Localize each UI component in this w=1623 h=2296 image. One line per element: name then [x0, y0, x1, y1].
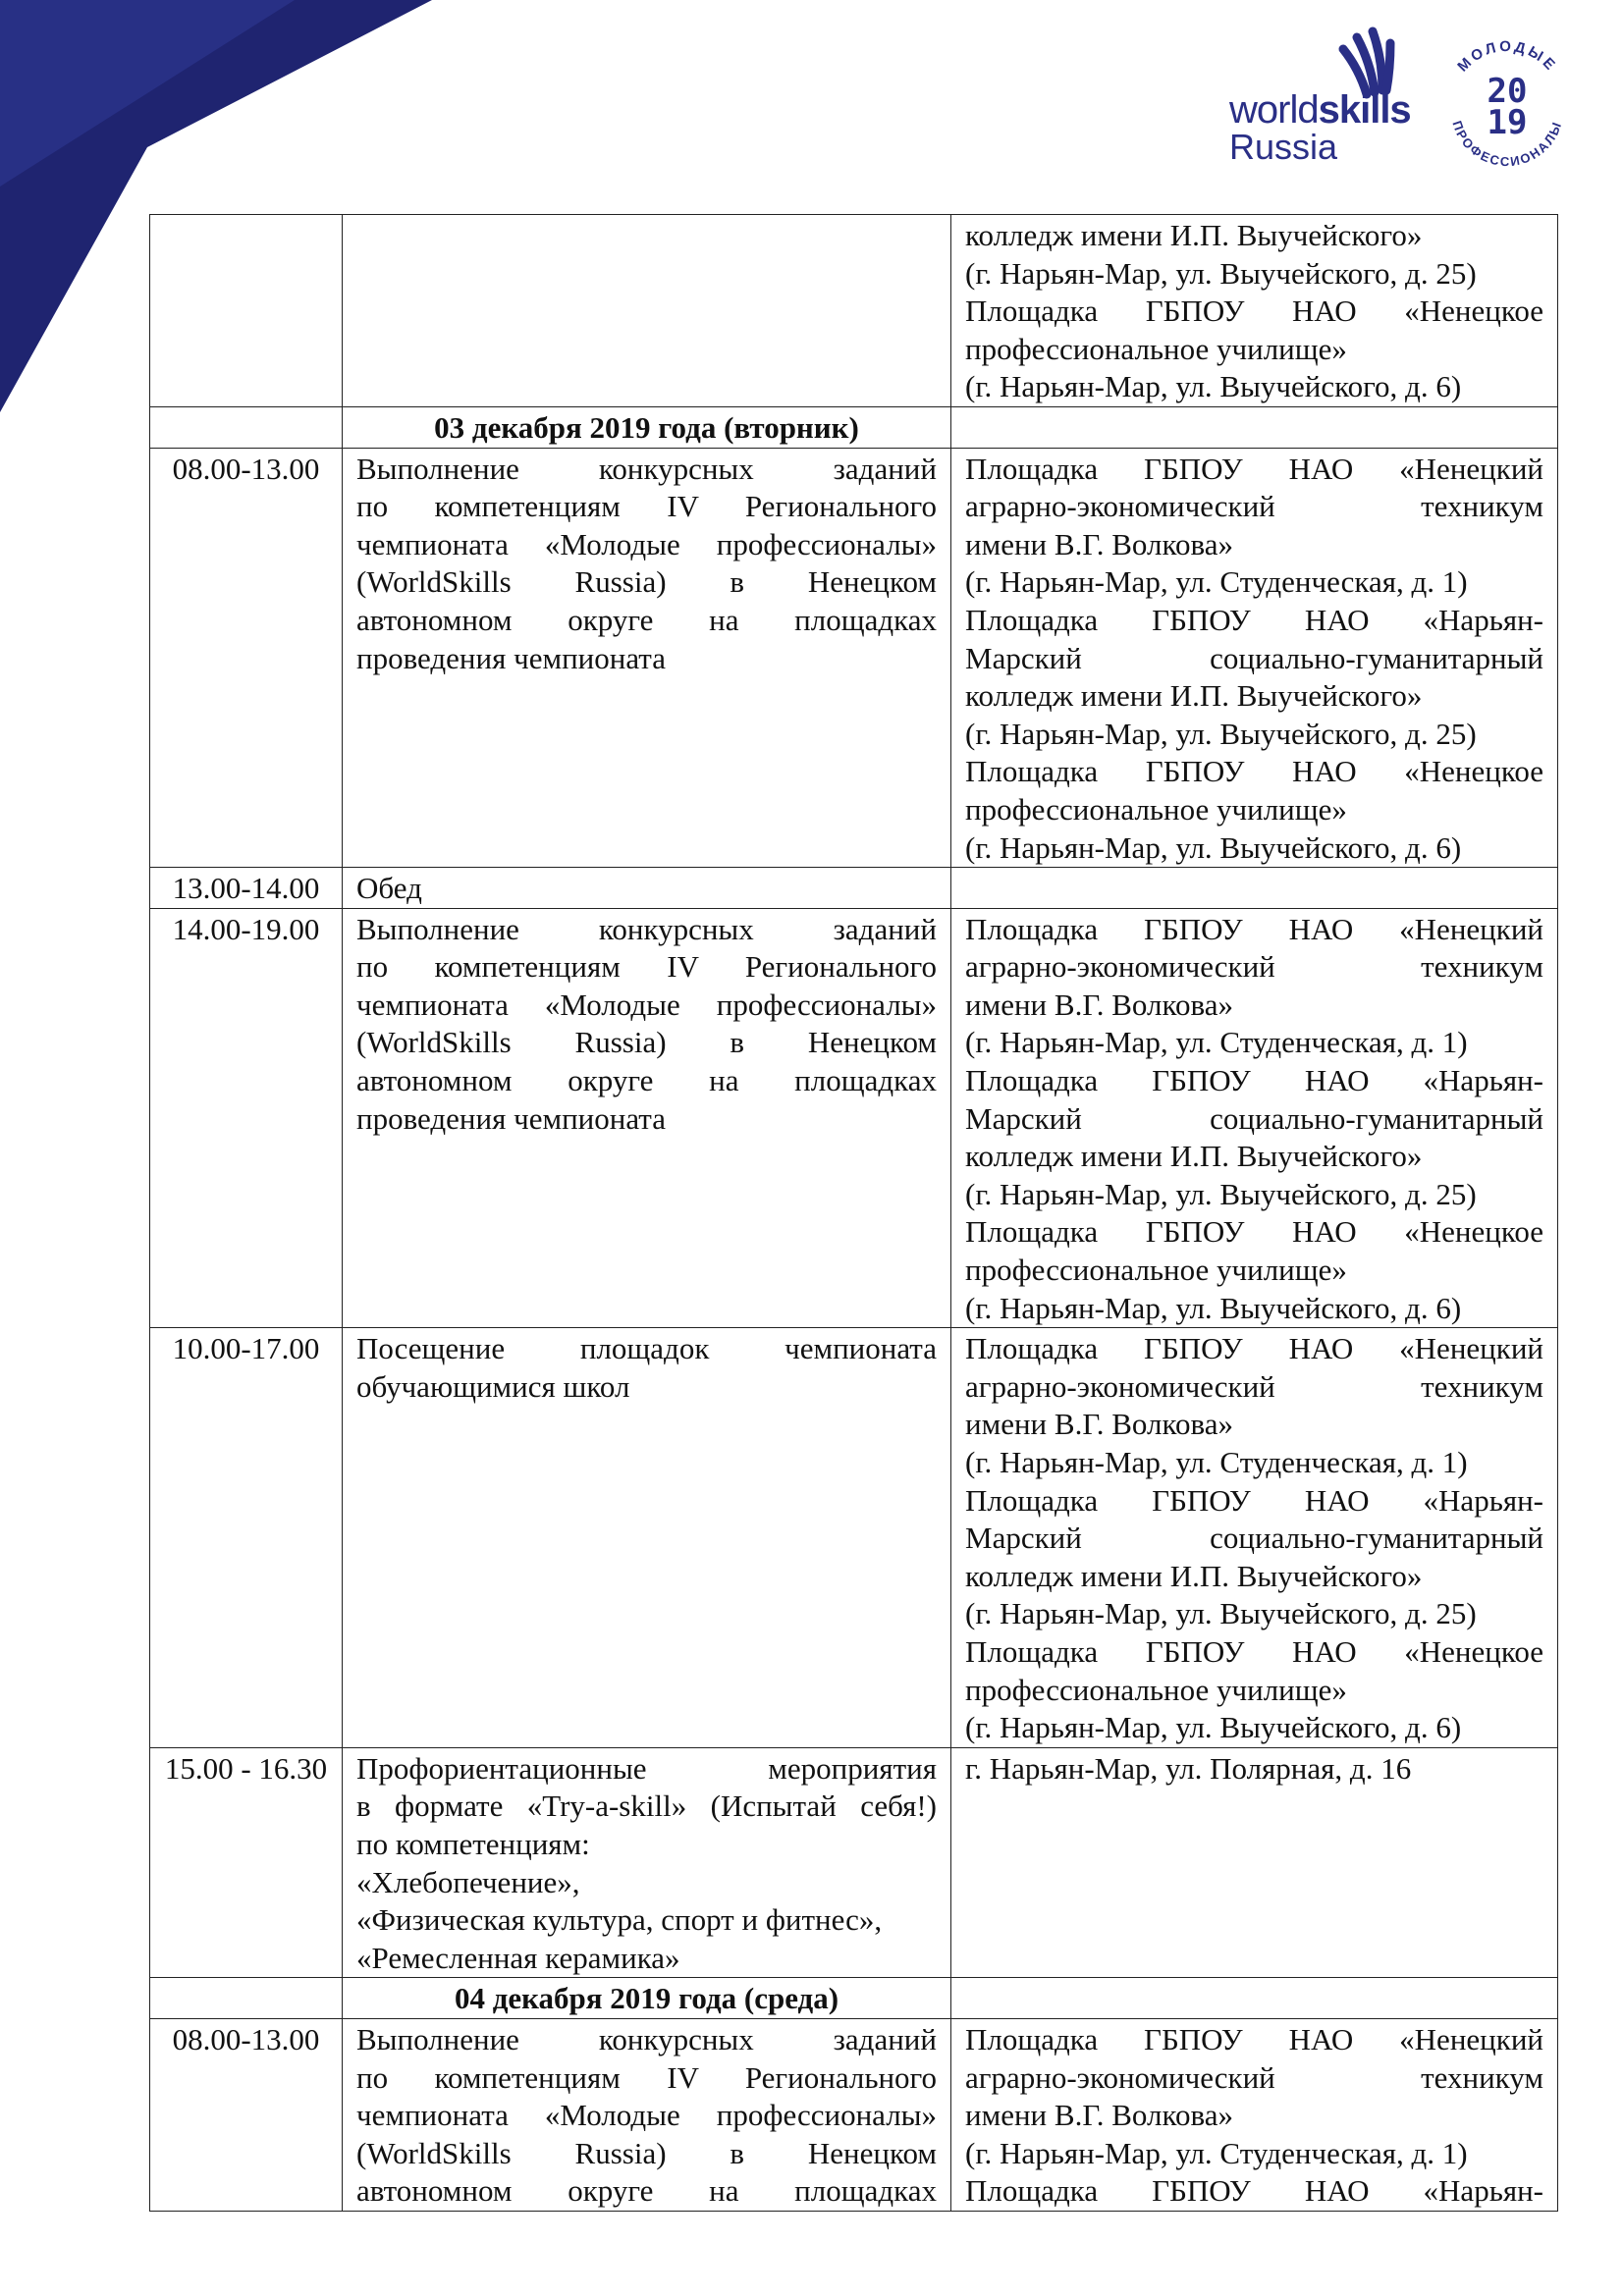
place-line: (г. Нарьян-Мар, ул. Студенческая, д. 1): [965, 2135, 1468, 2170]
table-row: [150, 448, 1558, 868]
event-cell: [343, 1328, 951, 1748]
place-line: (г. Нарьян-Мар, ул. Студенческая, д. 1): [965, 1025, 1468, 1060]
place-line: Площадка ГБПОУ НАО «Нарьян-: [965, 602, 1543, 637]
time-cell: [150, 215, 343, 407]
place-line: профессиональное училище»: [965, 331, 1347, 366]
event-cell: [343, 215, 951, 407]
place-cell: [951, 1328, 1558, 1748]
place-line: профессиональное училище»: [965, 791, 1347, 827]
svg-text:19: 19: [1487, 103, 1528, 142]
day-header-row: [150, 1978, 1558, 2019]
place-line: имени В.Г. Волкова»: [965, 987, 1233, 1022]
place-line: (г. Нарьян-Мар, ул. Выучейского, д. 6): [965, 1290, 1462, 1325]
place-line: колледж имени И.П. Выучейского»: [965, 1558, 1423, 1593]
event-line: Посещение площадок чемпионата: [356, 1331, 937, 1366]
table-row: [150, 908, 1558, 1328]
svg-text:20: 20: [1487, 72, 1528, 111]
day-heading: 04 декабря 2019 года (среда): [343, 1978, 951, 2019]
place-cell: [951, 406, 1558, 448]
place-line: (г. Нарьян-Мар, ул. Выучейского, д. 6): [965, 369, 1462, 404]
time-cell: [150, 406, 343, 448]
place-line: Площадка ГБПОУ НАО «Ненецкий: [965, 911, 1543, 946]
place-cell: [951, 1747, 1558, 1978]
place-line: Площадка ГБПОУ НАО «Ненецкий: [965, 1331, 1543, 1366]
table-row: [150, 1747, 1558, 1978]
event-line: Выполнение конкурсных заданий: [356, 451, 937, 486]
schedule-table: [149, 214, 1558, 2212]
event-line: Выполнение конкурсных заданий: [356, 911, 937, 946]
place-line: Площадка ГБПОУ НАО «Нарьян-: [965, 2173, 1543, 2209]
place-line: (г. Нарьян-Мар, ул. Выучейского, д. 25): [965, 255, 1477, 291]
place-line: (г. Нарьян-Мар, ул. Выучейского, д. 25): [965, 1596, 1477, 1631]
place-line: Марский социально-гуманитарный: [965, 1100, 1543, 1136]
time-cell: 10.00-17.00: [150, 1328, 343, 1748]
place-line: профессиональное училище»: [965, 1672, 1347, 1707]
table-row: [150, 215, 1558, 407]
place-cell: [951, 2018, 1558, 2211]
place-cell: [951, 448, 1558, 868]
event-cell: [343, 1747, 951, 1978]
event-line: чемпионата «Молодые профессионалы»: [356, 2098, 937, 2133]
time-cell: 08.00-13.00: [150, 448, 343, 868]
event-line: (WorldSkills Russia) в Ненецком: [356, 2135, 937, 2170]
place-line: аграрно-экономический техникум: [965, 489, 1543, 524]
place-line: колледж имени И.П. Выучейского»: [965, 678, 1423, 714]
place-line: Марский социально-гуманитарный: [965, 1521, 1543, 1556]
place-line: (г. Нарьян-Мар, ул. Студенческая, д. 1): [965, 1445, 1468, 1479]
place-line: Площадка ГБПОУ НАО «Нарьян-: [965, 1063, 1543, 1098]
event-line: обучающимися школ: [356, 1368, 630, 1404]
table-row: [150, 868, 1558, 909]
place-line: аграрно-экономический техникум: [965, 1368, 1543, 1404]
place-line: Площадка ГБПОУ НАО «Ненецкое: [965, 294, 1543, 329]
event-line: по компетенциям IV Регионального: [356, 2059, 937, 2095]
place-cell: [951, 1978, 1558, 2019]
schedule-body: [150, 215, 1558, 2212]
event-line: автономном округе на площадках: [356, 602, 937, 637]
place-line: профессиональное училище»: [965, 1253, 1347, 1288]
svg-text:ПРОФЕССИОНАЛЫ: ПРОФЕССИОНАЛЫ: [1449, 118, 1565, 170]
event-line: по компетенциям IV Регионального: [356, 949, 937, 985]
event-line: «Хлебопечение»,: [356, 1864, 580, 1899]
place-cell: [951, 908, 1558, 1328]
place-line: аграрно-экономический техникум: [965, 2059, 1543, 2095]
event-cell: [343, 868, 951, 909]
svg-text:МОЛОДЫЕ: МОЛОДЫЕ: [1454, 37, 1560, 76]
event-line: автономном округе на площадках: [356, 1063, 937, 1098]
event-line: (WorldSkills Russia) в Ненецком: [356, 1025, 937, 1060]
event-line: проведения чемпионата: [356, 1100, 666, 1136]
place-line: колледж имени И.П. Выучейского»: [965, 1139, 1423, 1174]
place-line: Площадка ГБПОУ НАО «Ненецкий: [965, 2021, 1543, 2056]
day-header-row: [150, 406, 1558, 448]
event-line: автономном округе на площадках: [356, 2173, 937, 2209]
event-line: Обед: [356, 871, 422, 906]
place-line: (г. Нарьян-Мар, ул. Выучейского, д. 25): [965, 716, 1477, 751]
event-line: «Физическая культура, спорт и фитнес»,: [356, 1902, 883, 1938]
table-row: [150, 2018, 1558, 2211]
event-line: по компетенциям:: [356, 1826, 590, 1861]
place-line: (г. Нарьян-Мар, ул. Выучейского, д. 6): [965, 829, 1462, 865]
place-line: имени В.Г. Волкова»: [965, 1407, 1233, 1442]
event-line: Выполнение конкурсных заданий: [356, 2021, 937, 2056]
time-cell: 08.00-13.00: [150, 2018, 343, 2211]
event-cell: [343, 448, 951, 868]
place-line: имени В.Г. Волкова»: [965, 2098, 1233, 2133]
time-cell: [150, 1978, 343, 2019]
time-cell: 15.00 - 16.30: [150, 1747, 343, 1978]
time-cell: 14.00-19.00: [150, 908, 343, 1328]
place-line: аграрно-экономический техникум: [965, 949, 1543, 985]
event-cell: [343, 2018, 951, 2211]
place-line: Площадка ГБПОУ НАО «Ненецкое: [965, 1633, 1543, 1669]
event-line: «Ремесленная керамика»: [356, 1940, 680, 1975]
day-heading: 03 декабря 2019 года (вторник): [343, 406, 951, 448]
event-line: (WorldSkills Russia) в Ненецком: [356, 564, 937, 600]
young-professionals-badge: [1434, 31, 1581, 179]
event-line: Профориентационные мероприятия: [356, 1750, 937, 1786]
place-cell: [951, 868, 1558, 909]
worldskills-wordmark: worldskills Russia: [1229, 88, 1411, 167]
place-line: г. Нарьян-Мар, ул. Полярная, д. 16: [965, 1750, 1412, 1786]
place-line: Марский социально-гуманитарный: [965, 640, 1543, 675]
place-line: Площадка ГБПОУ НАО «Нарьян-: [965, 1482, 1543, 1518]
place-line: имени В.Г. Волкова»: [965, 526, 1233, 561]
place-line: Площадка ГБПОУ НАО «Ненецкое: [965, 754, 1543, 789]
event-line: проведения чемпионата: [356, 640, 666, 675]
event-line: по компетенциям IV Регионального: [356, 489, 937, 524]
event-line: чемпионата «Молодые профессионалы»: [356, 987, 937, 1022]
place-line: Площадка ГБПОУ НАО «Ненецкое: [965, 1214, 1543, 1250]
time-cell: 13.00-14.00: [150, 868, 343, 909]
event-cell: [343, 908, 951, 1328]
table-row: [150, 1328, 1558, 1748]
place-line: (г. Нарьян-Мар, ул. Выучейского, д. 6): [965, 1710, 1462, 1745]
place-cell: [951, 215, 1558, 407]
worldskills-logo: [1217, 20, 1591, 177]
place-line: (г. Нарьян-Мар, ул. Выучейского, д. 25): [965, 1176, 1477, 1211]
place-line: Площадка ГБПОУ НАО «Ненецкий: [965, 451, 1543, 486]
event-line: чемпионата «Молодые профессионалы»: [356, 526, 937, 561]
place-line: колледж имени И.П. Выучейского»: [965, 218, 1423, 252]
place-line: (г. Нарьян-Мар, ул. Студенческая, д. 1): [965, 564, 1468, 600]
event-line: в формате «Try-a-skill» (Испытай себя!): [356, 1789, 937, 1824]
